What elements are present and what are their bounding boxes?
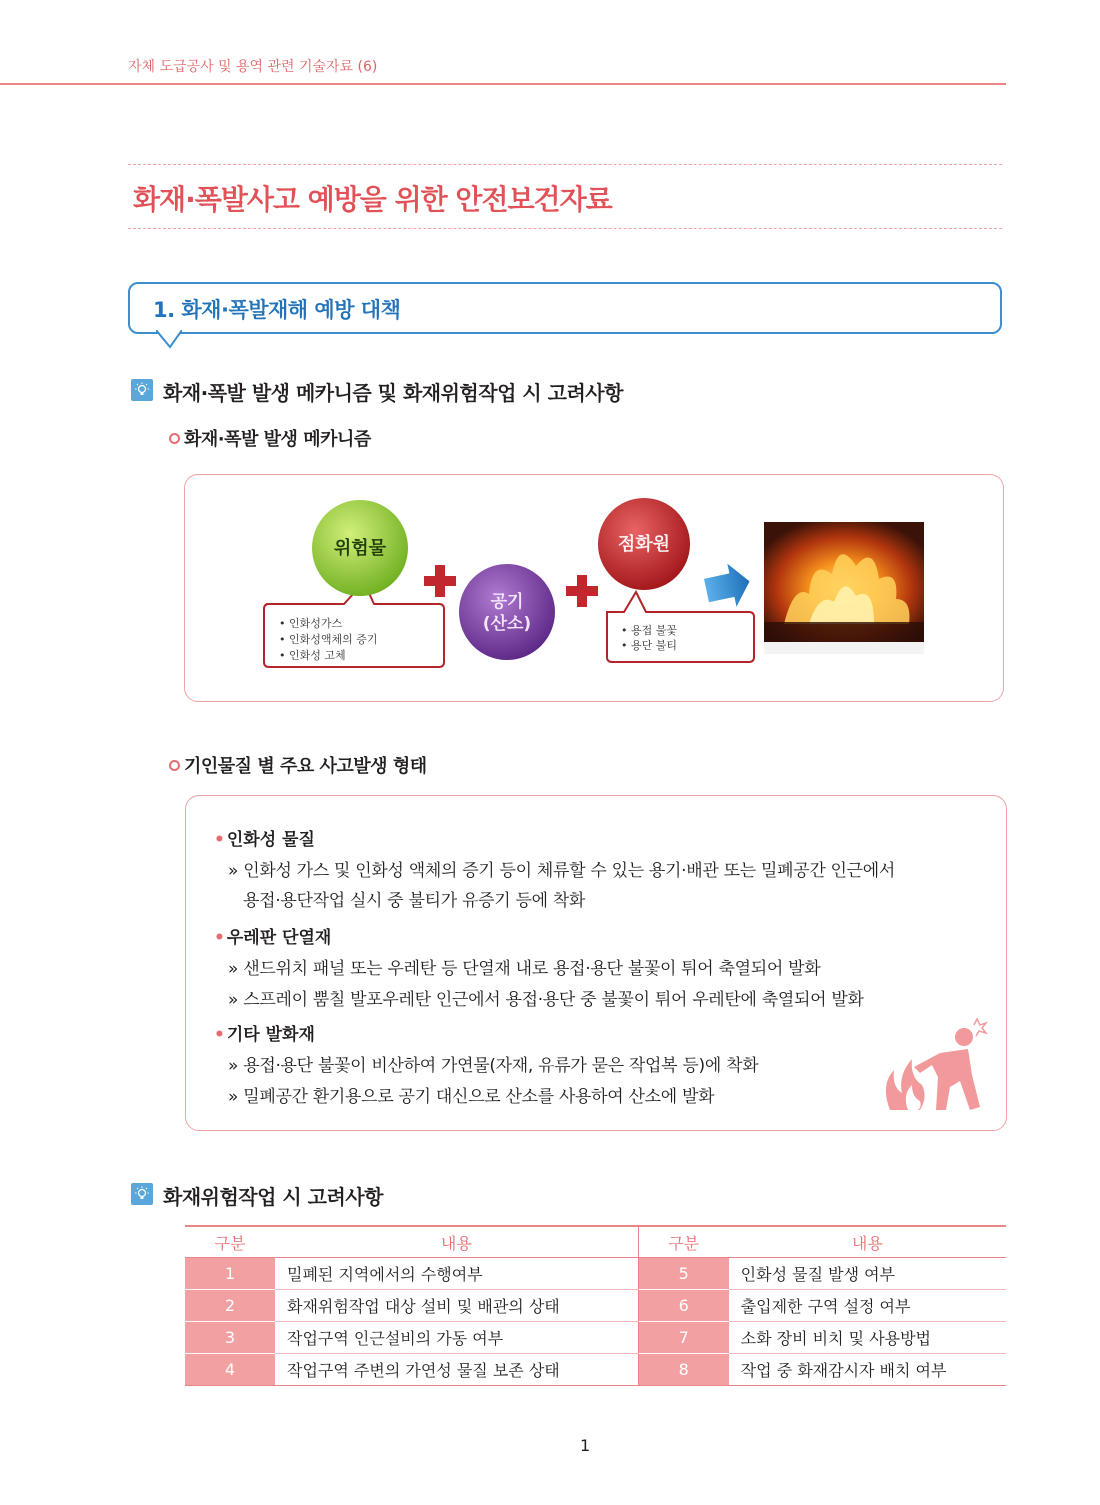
plus-icon xyxy=(566,575,598,607)
subsection-heading: 화재위험작업 시 고려사항 xyxy=(163,1185,383,1209)
section-title: 1. 화재·폭발재해 예방 대책 xyxy=(153,298,401,322)
row-number: 8 xyxy=(638,1354,729,1386)
running-header: 자체 도급공사 및 용역 관련 기술자료 (6) xyxy=(128,59,378,75)
row-number: 3 xyxy=(185,1322,275,1354)
row-number: 5 xyxy=(638,1258,729,1290)
row-content: 인화성 물질 발생 여부 xyxy=(729,1258,1006,1290)
column-header: 구분 xyxy=(638,1226,729,1258)
ignition-item: • 용단 불티 xyxy=(621,639,678,652)
hazard-item: • 인화성 고체 xyxy=(279,649,346,662)
hazard-label: 위험물 xyxy=(333,538,387,559)
row-content: 작업구역 인근설비의 가동 여부 xyxy=(275,1322,638,1354)
fire-hazard-person-icon xyxy=(880,1015,990,1120)
section-box-tail xyxy=(156,330,182,350)
mechanism-heading: 화재·폭발 발생 메카니즘 xyxy=(184,429,371,450)
considerations-table xyxy=(185,1225,1006,1386)
column-header: 내용 xyxy=(729,1226,1006,1258)
row-number: 4 xyxy=(185,1354,275,1386)
ignition-label: 점화원 xyxy=(617,534,671,555)
category-line: » 인화성 가스 및 인화성 액체의 증기 등이 체류할 수 있는 용기·배관 또는 밀폐공간 인근에서 xyxy=(228,861,896,881)
category-title: • 우레판 단열재 xyxy=(214,928,332,948)
accident-forms-heading: 기인물질 별 주요 사고발생 형태 xyxy=(184,756,427,777)
column-header: 내용 xyxy=(275,1226,638,1258)
category-line: » 밀폐공간 환기용으로 공기 대신으로 산소를 사용하여 산소에 발화 xyxy=(228,1087,715,1107)
arrow-right-icon xyxy=(702,560,754,612)
ring-bullet xyxy=(169,760,180,771)
lightbulb-icon xyxy=(131,379,153,401)
column-header: 구분 xyxy=(185,1226,275,1258)
row-number: 1 xyxy=(185,1258,275,1290)
fire-image xyxy=(764,522,924,654)
hazard-item: • 인화성가스 xyxy=(279,617,343,630)
table-row xyxy=(185,1354,1006,1386)
row-content: 화재위험작업 대상 설비 및 배관의 상태 xyxy=(275,1290,638,1322)
row-content: 작업구역 주변의 가연성 물질 보존 상태 xyxy=(275,1354,638,1386)
plus-icon xyxy=(424,565,456,597)
air-circle xyxy=(459,564,555,660)
row-content: 소화 장비 비치 및 사용방법 xyxy=(729,1322,1006,1354)
oxygen-label: (산소) xyxy=(482,614,532,634)
category-line: » 용접·용단 불꽃이 비산하여 가연물(자재, 유류가 묻은 작업복 등)에 착화 xyxy=(228,1056,759,1076)
lightbulb-icon xyxy=(131,1183,153,1205)
category-title: • 기타 발화재 xyxy=(214,1025,315,1045)
title-top-dash xyxy=(128,164,1002,165)
category-line: » 스프레이 뿜칠 발포우레탄 인근에서 용접·용단 중 불꽃이 튀어 우레탄에 축열되어 발화 xyxy=(228,990,864,1010)
fire-mechanism-diagram xyxy=(184,474,1002,700)
category-line: 용접·용단작업 실시 중 불티가 유증기 등에 착화 xyxy=(243,891,586,911)
table-row xyxy=(185,1322,1006,1354)
category-line: » 샌드위치 패널 또는 우레탄 등 단열재 내로 용접·용단 불꽃이 튀어 축열되어 발화 xyxy=(228,959,821,979)
table-header-row xyxy=(185,1226,1006,1258)
ring-bullet xyxy=(169,433,180,444)
page-number: 1 xyxy=(580,1436,591,1455)
category-title: • 인화성 물질 xyxy=(214,830,315,850)
row-number: 2 xyxy=(185,1290,275,1322)
ignition-item: • 용접 불꽃 xyxy=(621,624,678,637)
row-number: 6 xyxy=(638,1290,729,1322)
hazard-item: • 인화성액체의 증기 xyxy=(279,633,378,646)
title-bottom-dash xyxy=(128,228,1002,229)
table-row xyxy=(185,1290,1006,1322)
table-row xyxy=(185,1258,1006,1290)
air-label: 공기 xyxy=(490,592,524,612)
row-content: 출입제한 구역 설정 여부 xyxy=(729,1290,1006,1322)
document-title: 화재·폭발사고 예방을 위한 안전보건자료 xyxy=(133,183,612,216)
row-number: 7 xyxy=(638,1322,729,1354)
header-rule xyxy=(0,83,1006,85)
row-content: 작업 중 화재감시자 배치 여부 xyxy=(729,1354,1006,1386)
row-content: 밀폐된 지역에서의 수행여부 xyxy=(275,1258,638,1290)
subsection-heading: 화재·폭발 발생 메카니즘 및 화재위험작업 시 고려사항 xyxy=(163,381,623,405)
